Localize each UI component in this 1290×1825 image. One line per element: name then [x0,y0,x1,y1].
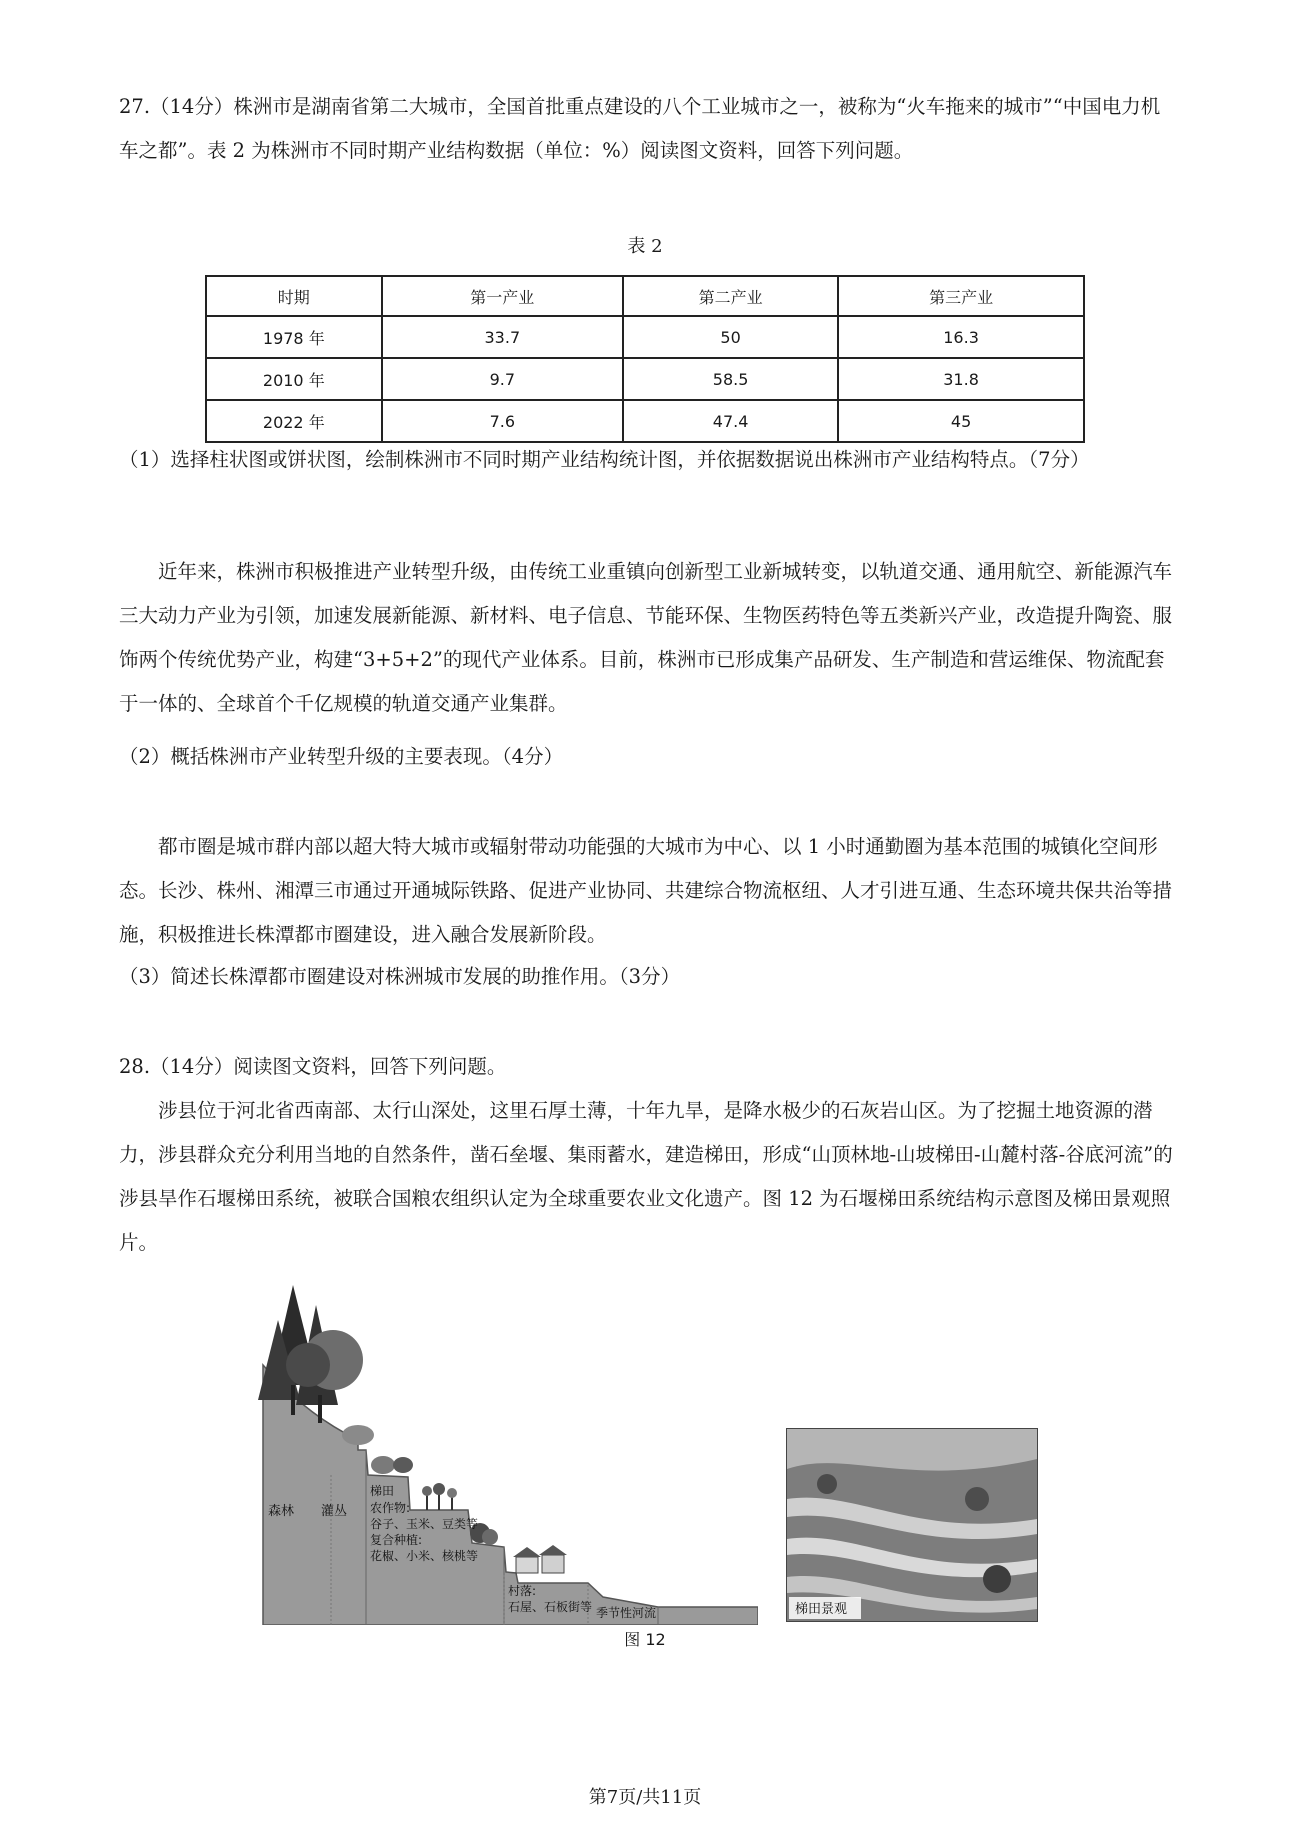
table-cell: 47.4 [623,400,838,442]
crops-list: 谷子、玉米、豆类等 [370,1517,479,1531]
village-list: 石屋、石板街等 [508,1600,593,1614]
table-title: 表 2 [627,236,663,257]
table-row [206,358,1084,400]
q27-sub1: （1）选择柱状图或饼状图，绘制株洲市不同时期产业结构统计图，并依据数据说出株洲市产业结构特点。（7分） [119,448,1090,471]
terrace-label: 梯田 [370,1484,395,1498]
terrace-landscape-photo [786,1428,1038,1622]
village-houses [513,1545,567,1573]
table-cell: 7.6 [382,400,623,442]
table-cell: 33.7 [382,316,623,358]
q27-sub2: （2）概括株洲市产业转型升级的主要表现。（4分） [119,745,564,768]
shrub-label: 灌丛 [321,1504,348,1519]
table-cell: 2010 年 [206,358,382,400]
table-header-cell: 第三产业 [838,276,1084,316]
photo-label: 梯田景观 [795,1602,848,1617]
table-cell: 58.5 [623,358,838,400]
table-header-cell: 第一产业 [382,276,623,316]
table-cell: 2022 年 [206,400,382,442]
table-row [206,400,1084,442]
table-row [206,316,1084,358]
forest-label: 森林 [268,1504,295,1519]
table-cell: 1978 年 [206,316,382,358]
table-cell: 50 [623,316,838,358]
q28-intro: 28.（14分）阅读图文资料，回答下列问题。 [119,1055,507,1078]
industry-structure-table [205,275,1085,443]
table-cell: 9.7 [382,358,623,400]
table-header-cell: 时期 [206,276,382,316]
village-label: 村落: [508,1584,537,1598]
q27-passage2: 近年来，株洲市积极推进产业转型升级，由传统工业重镇向创新型工业新城转变，以轨道交通、通用航空、新能源汽车三大动力产业为引领，加速发展新能源、新材料、电子信息、节能环保、生物医药特色等五类新兴产业，改造提升陶瓷、服饰两个传统优势产业，构建“3+5+2”的现代产业体系。目前，株洲市已形成集产品研发、生产制造和营运维保、物流配套于一体的、全球首个千亿规模的轨道交通产业集群。 [119,560,1173,715]
table-cell: 16.3 [838,316,1084,358]
table-cell: 45 [838,400,1084,442]
table-header-cell: 第二产业 [623,276,838,316]
table-cell: 31.8 [838,358,1084,400]
terrace-system-diagram [258,1265,758,1625]
table-header-row [206,276,1084,316]
q28-passage: 涉县位于河北省西南部、太行山深处，这里石厚土薄，十年九旱，是降水极少的石灰岩山区。为了挖掘土地资源的潜力，涉县群众充分利用当地的自然条件，凿石垒堰、集雨蓄水，建造梯田，形成“山顶林地-山坡梯田-山麓村落-谷底河流”的涉县旱作石堰梯田系统，被联合国粮农组织认定为全球重要农业文化遗产。图 12 为石堰梯田系统结构示意图及梯田景观照片。 [119,1099,1173,1254]
compound-label: 复合种植: [370,1533,423,1547]
q27-sub3: （3）简述长株潭都市圈建设对株洲城市发展的助推作用。（3分） [119,965,681,988]
river-label: 季节性河流 [596,1606,657,1620]
q27-passage3: 都市圈是城市群内部以超大特大城市或辐射带动功能强的大城市为中心、以 1 小时通勤圈为基本范围的城镇化空间形态。长沙、株州、湘潭三市通过开通城际铁路、促进产业协同、共建综合物流枢纽、人才引进互通、生态环境共保共治等措施，积极推进长株潭都市圈建设，进入融合发展新阶段。 [119,835,1173,946]
q27-intro: 27.（14分）株洲市是湖南省第二大城市，全国首批重点建设的八个工业城市之一，被称为“火车拖来的城市”“中国电力机车之都”。表 2 为株洲市不同时期产业结构数据（单位：%）阅读图文资料，回答下列问题。 [119,95,1161,162]
crops-label: 农作物: [370,1501,411,1515]
compound-list: 花椒、小米、核桃等 [370,1549,479,1563]
figure-caption: 图 12 [624,1630,666,1649]
page-footer: 第7页/共11页 [588,1787,702,1808]
